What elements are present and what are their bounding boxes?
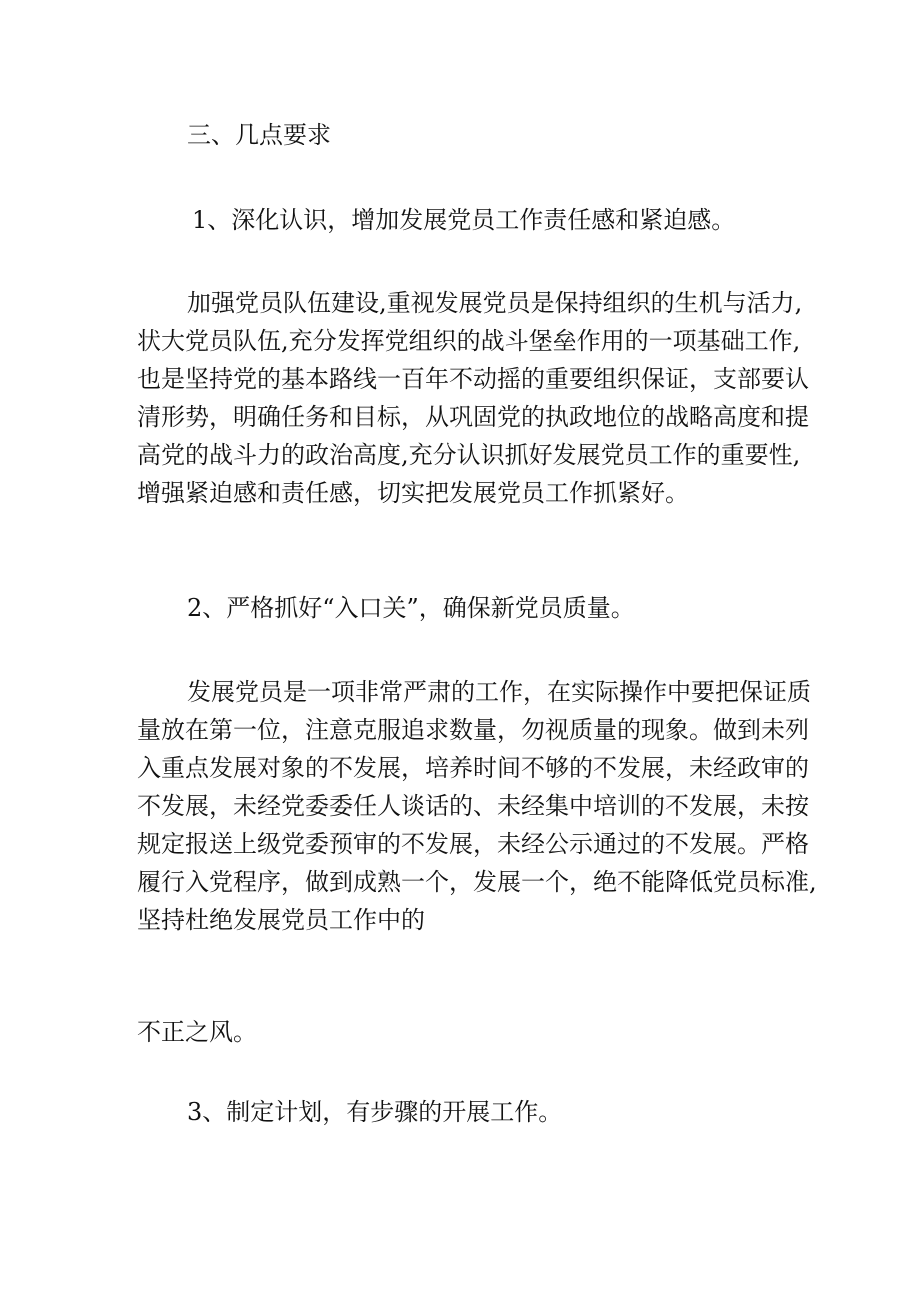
paragraph-line: 状大党员队伍,充分发挥党组织的战斗堡垒作用的一项基础工作, [137, 327, 801, 355]
section-heading: 三、几点要求 [187, 121, 331, 149]
paragraph-line: 履行入党程序，做到成熟一个，发展一个，绝不能降低党员标准, [137, 868, 817, 896]
paragraph-line: 也是坚持党的基本路线一百年不动摇的重要组织保证，支部要认 [137, 365, 809, 393]
paragraph-line: 入重点发展对象的不发展，培养时间不够的不发展，未经政审的 [137, 754, 809, 782]
item1-paragraph [137, 284, 809, 512]
paragraph-line: 坚持杜绝发展党员工作中的 [137, 906, 425, 934]
paragraph-line: 规定报送上级党委预审的不发展，未经公示通过的不发展。严格 [137, 830, 809, 858]
paragraph-line: 加强党员队伍建设,重视发展党员是保持组织的生机与活力, [187, 289, 803, 317]
item1-heading: 1、深化认识，增加发展党员工作责任感和紧迫感。 [192, 206, 736, 234]
paragraph-line: 增强紧迫感和责任感，切实把发展党员工作抓紧好。 [137, 479, 689, 507]
paragraph-line: 不发展，未经党委委任人谈话的、未经集中培训的不发展，未按 [137, 792, 809, 820]
paragraph-line: 高党的战斗力的政治高度,充分认识抓好发展党员工作的重要性, [137, 441, 801, 469]
item2-tail: 不正之风。 [137, 1018, 257, 1046]
item2-heading: 2、严格抓好“入口关”，确保新党员质量。 [187, 594, 635, 622]
paragraph-line: 发展党员是一项非常严肃的工作，在实际操作中要把保证质 [187, 678, 811, 706]
item2-paragraph [137, 673, 817, 939]
paragraph-line: 清形势，明确任务和目标，从巩固党的执政地位的战略高度和提 [137, 403, 809, 431]
item3-heading: 3、制定计划，有步骤的开展工作。 [187, 1098, 563, 1126]
paragraph-line: 量放在第一位，注意克服追求数量，勿视质量的现象。做到未列 [137, 716, 809, 744]
